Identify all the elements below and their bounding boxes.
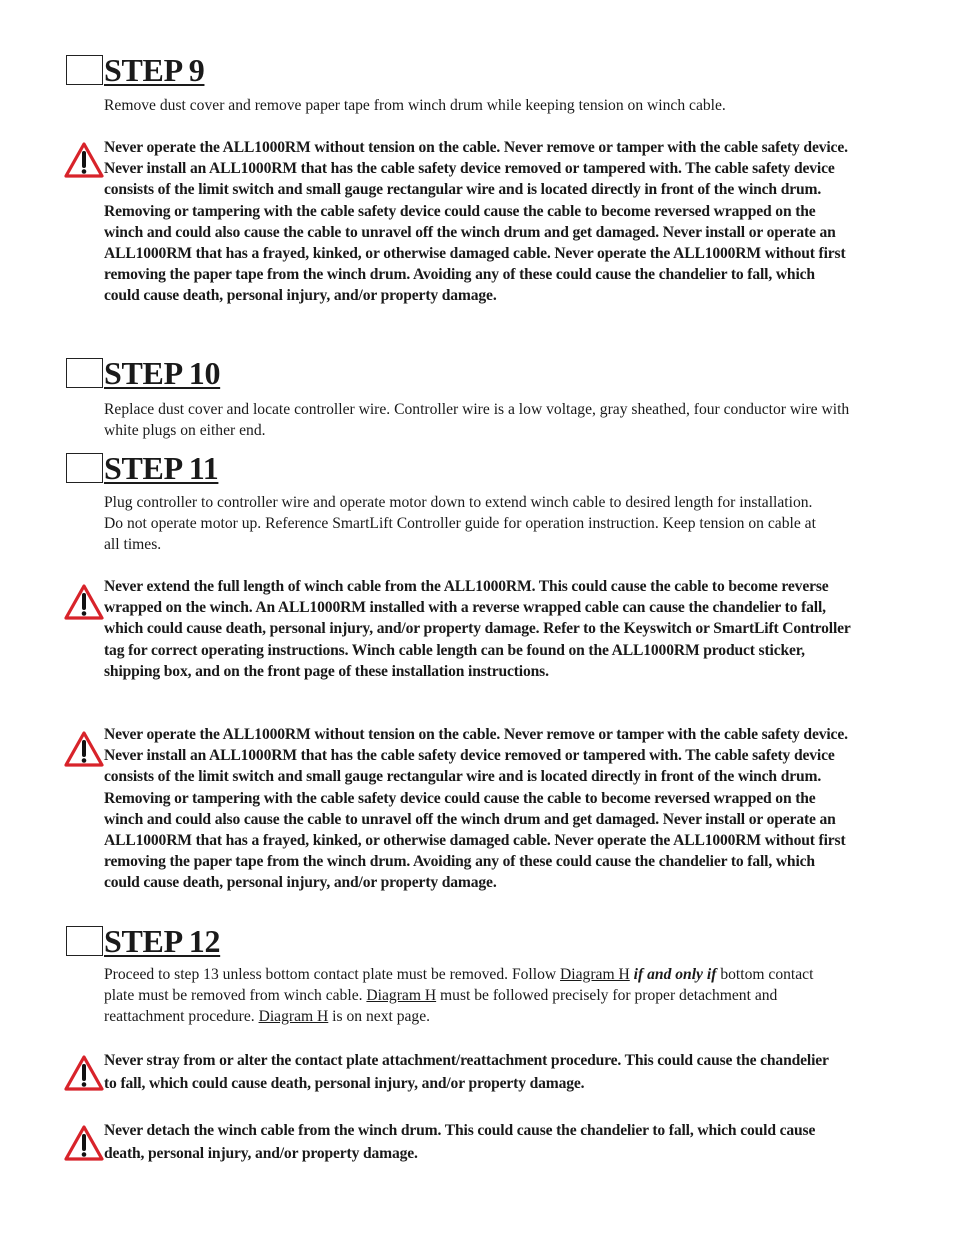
step-12-text-a: Proceed to step 13 unless bottom contact plate must be removed. Follow (104, 966, 561, 983)
step-9-warning: Never operate the ALL1000RM without tension on the cable. Never remove or tamper with the cable safety device. Never install an ALL1000RM that has the cable safety device removed or tampered with. The cable safety device consists of the limit switch and small gauge rectangular wire and is located directly in front of the winch drum. Removing or tampering with the cable safety device could cause the cable to become reversed wrapped on the winch and could also cause the cable to unravel off the winch drum and get damaged. Never install or operate an ALL1000RM that has a frayed, kinked, or otherwise damaged cable. Never operate the ALL1000RM without first removing the paper tape from the winch drum. Avoiding any of these could cause the chandelier to fall, which could cause death, personal injury, and/or property damage. (104, 139, 848, 305)
step-10-checkbox[interactable] (66, 358, 103, 388)
warning-triangle-icon (64, 1055, 104, 1091)
step-12-checkbox[interactable] (66, 926, 103, 956)
warning-triangle-icon (64, 1125, 104, 1161)
step-12-text-c: must be followed precisely for proper detachment and reattachment procedure. (104, 987, 778, 1026)
step-11-warning-reverse-wrap: Never extend the full length of winch cable from the ALL1000RM. This could cause the cable to become reverse wrapped on the winch. An ALL1000RM installed with a reverse wrapped cable can cause the chandelier to fall, which could cause death, personal injury, and/or property damage. Refer to the Keyswitch or SmartLift Controller tag for correct operating instructions. Winch cable length can be found on the ALL1000RM product sticker, shipping box, and on the front page of these installation instructions. (104, 578, 851, 680)
step-12-title: STEP 12 (104, 923, 221, 959)
diagram-h-link[interactable]: Diagram H (560, 966, 630, 983)
step-11-instructions: Plug controller to controller wire and operate motor down to extend winch cable to desired length for installation. Do not operate motor up. Reference SmartLift Controller guide for operation instruction. Keep tension on cable at all times. (104, 494, 816, 554)
step-12-warning-winch-drum: Never detach the winch cable from the winch drum. This could cause the chandelier to fall, which could cause death, personal injury, and/or property damage. (104, 1122, 816, 1162)
step-9-instructions: Remove dust cover and remove paper tape from winch drum while keeping tension on winch cable. (104, 97, 726, 114)
step-11-warning-cable-safety: Never operate the ALL1000RM without tension on the cable. Never remove or tamper with the cable safety device. Never install an ALL1000RM that has the cable safety device removed or tampered with. The cable safety device consists of the limit switch and small gauge rectangular wire and is located directly in front of the winch drum. Removing or tampering with the cable safety device could cause the cable to become reversed wrapped on the winch and could also cause the cable to unravel off the winch drum and get damaged. Never install or operate an ALL1000RM that has a frayed, kinked, or otherwise damaged cable. Never operate the ALL1000RM without first removing the paper tape from the winch drum. Avoiding any of these could cause the chandelier to fall, which could cause death, personal injury, and/or property damage. (104, 726, 848, 892)
warning-triangle-icon (64, 142, 104, 178)
step-9-checkbox[interactable] (66, 55, 103, 85)
warning-triangle-icon (64, 584, 104, 620)
step-11-checkbox[interactable] (66, 453, 103, 483)
step-12-emphasis: if and only if (633, 966, 717, 983)
step-11-title: STEP 11 (104, 450, 219, 486)
step-9-title: STEP 9 (104, 52, 205, 88)
step-12-text-d: is on next page. (328, 1008, 431, 1026)
step-12-instructions (104, 964, 844, 1028)
diagram-h-link[interactable]: Diagram H (366, 987, 437, 1005)
step-12-warning-contact-plate: Never stray from or alter the contact plate attachment/reattachment procedure. This could cause the chandelier to fall, which could cause death, personal injury, and/or property damage. (104, 1052, 829, 1092)
step-10-title: STEP 10 (104, 355, 221, 391)
diagram-h-link[interactable]: Diagram H (258, 1008, 329, 1026)
step-10-instructions: Replace dust cover and locate controller wire. Controller wire is a low voltage, gray sheathed, four conductor wire with white plugs on either end. (104, 401, 850, 440)
warning-triangle-icon (64, 731, 104, 767)
step-12-text-b: bottom contact plate must be removed from winch cable. (104, 966, 814, 1005)
